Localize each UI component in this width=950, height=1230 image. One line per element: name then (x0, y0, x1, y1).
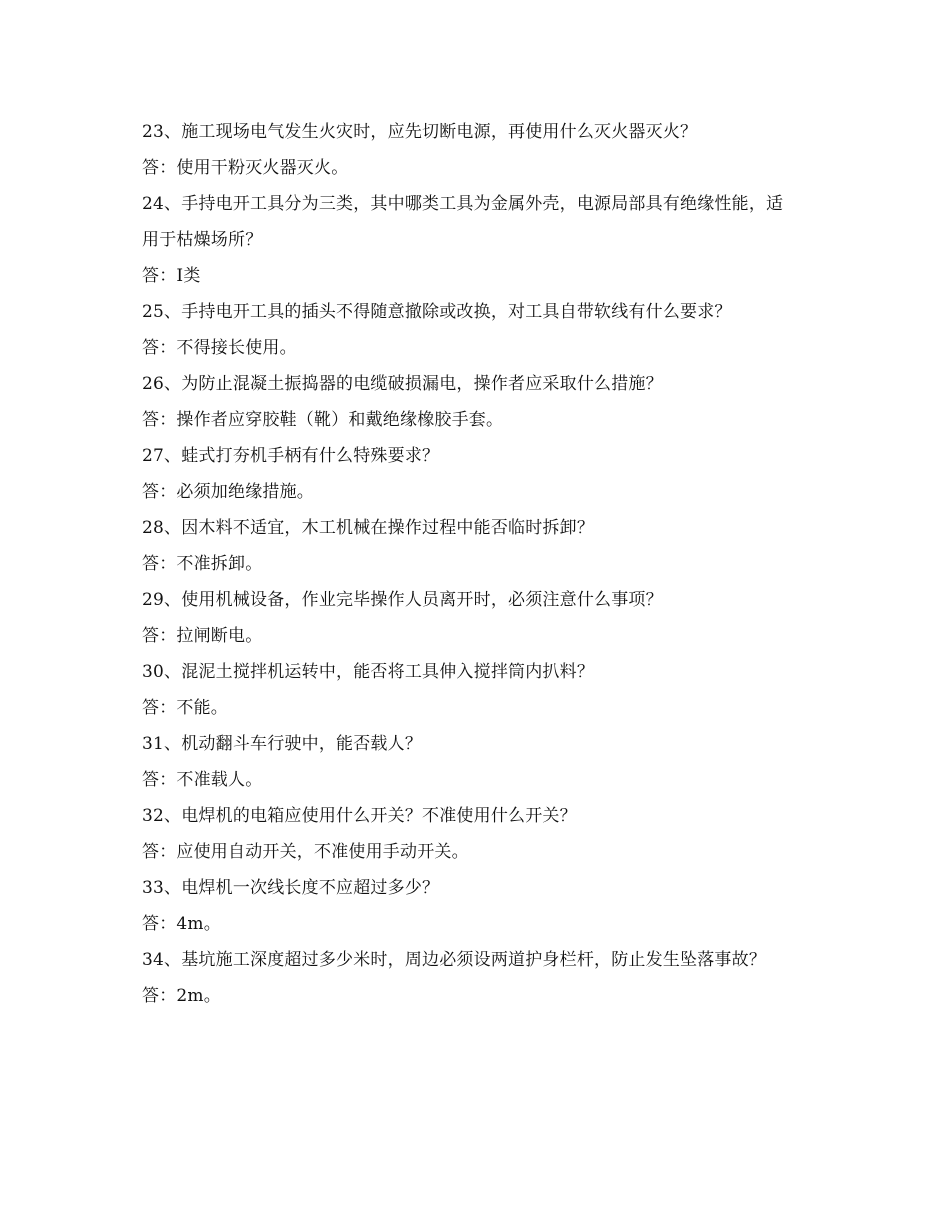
question-24: 24、手持电开工具分为三类，其中哪类工具为金属外壳，电源局部具有绝缘性能，适用于枯燥场所？ (142, 194, 784, 250)
question-29: 29、使用机械设备，作业完毕操作人员离开时，必须注意什么事项？ (142, 590, 663, 610)
answer-27: 答：必须加绝缘措施。 (142, 482, 314, 502)
answer-25: 答：不得接长使用。 (142, 338, 297, 358)
question-25: 25、手持电开工具的插头不得随意撤除或改换，对工具自带软线有什么要求？ (142, 302, 732, 322)
question-34: 34、基坑施工深度超过多少米时，周边必须设两道护身栏杆，防止发生坠落事故？ (142, 950, 767, 970)
question-31: 31、机动翻斗车行驶中，能否载人？ (142, 734, 423, 754)
answer-24: 答：Ⅰ类 (142, 266, 201, 286)
answer-28: 答：不准拆卸。 (142, 554, 263, 574)
answer-30: 答：不能。 (142, 698, 228, 718)
answer-33: 答：4m。 (142, 914, 221, 934)
question-32: 32、电焊机的电箱应使用什么开关？不准使用什么开关？ (142, 806, 577, 826)
answer-29: 答：拉闸断电。 (142, 626, 263, 646)
answer-34: 答：2m。 (142, 986, 221, 1006)
question-23: 23、施工现场电气发生火灾时，应先切断电源，再使用什么灭火器灭火？ (142, 122, 698, 142)
answer-32: 答：应使用自动开关，不准使用手动开关。 (142, 842, 469, 862)
question-33: 33、电焊机一次线长度不应超过多少？ (142, 878, 440, 898)
question-28: 28、因木料不适宜，木工机械在操作过程中能否临时拆卸？ (142, 518, 595, 538)
question-26: 26、为防止混凝土振捣器的电缆破损漏电，操作者应采取什么措施？ (142, 374, 663, 394)
answer-23: 答：使用干粉灭火器灭火。 (142, 158, 349, 178)
answer-31: 答：不准载人。 (142, 770, 263, 790)
answer-26: 答：操作者应穿胶鞋（靴）和戴绝缘橡胶手套。 (142, 410, 504, 430)
question-30: 30、混泥土搅拌机运转中，能否将工具伸入搅拌筒内扒料？ (142, 662, 595, 682)
document-body (142, 114, 792, 1014)
question-27: 27、蛙式打夯机手柄有什么特殊要求？ (142, 446, 440, 466)
